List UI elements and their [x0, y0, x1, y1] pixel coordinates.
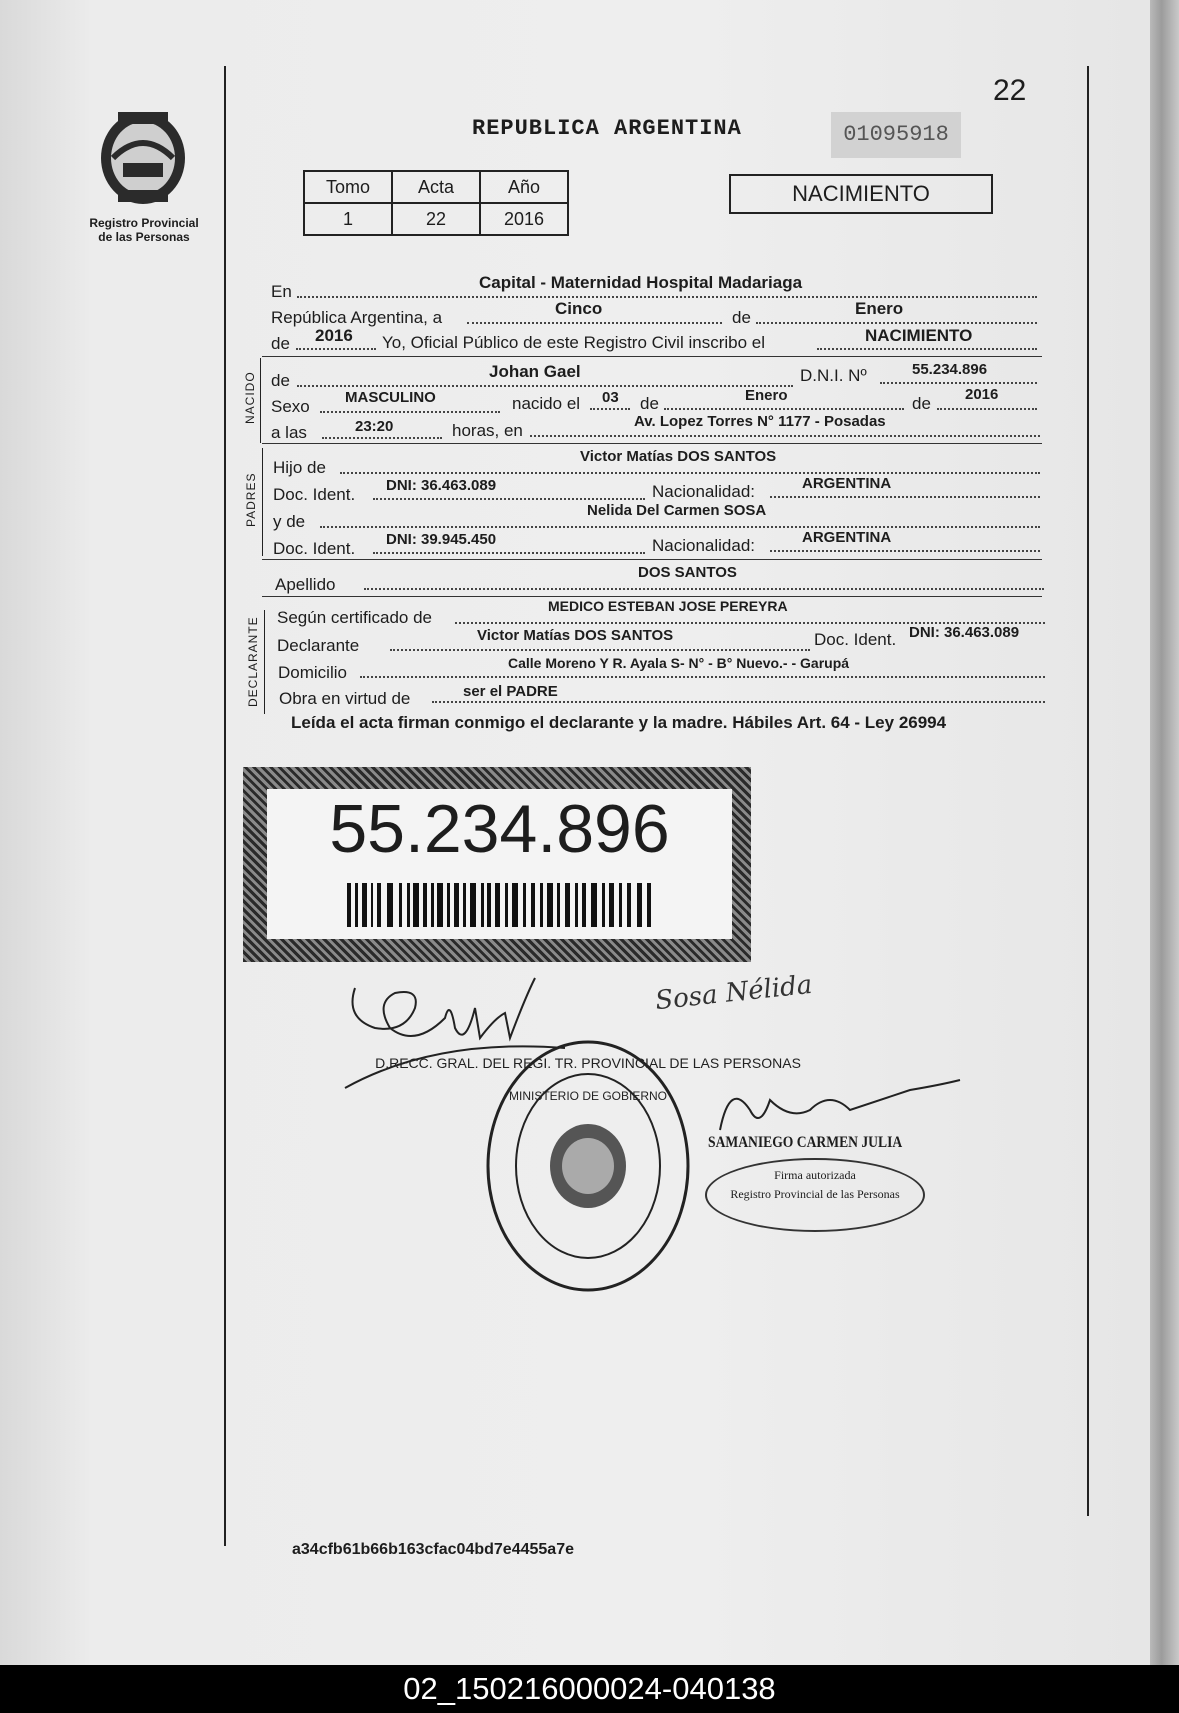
birth-month: Enero — [745, 387, 788, 404]
left-margin-line — [224, 66, 226, 1546]
official-stamp-line2: Registro Provincial de las Personas — [730, 1187, 900, 1201]
page-number: 22 — [993, 74, 1027, 107]
de-label: de — [732, 308, 751, 327]
declarante-label: Declarante — [277, 636, 360, 655]
footer-id-bar — [0, 1665, 1179, 1713]
record-header-acta: Acta — [392, 171, 480, 203]
doc-ident-label: Doc. Ident. — [814, 630, 897, 649]
birth-place: Av. Lopez Torres N° 1177 - Posadas — [634, 413, 886, 430]
registry-caption-line1: Registro Provincial — [89, 216, 199, 230]
certificado-label: Según certificado de — [277, 608, 432, 627]
declarante-section-label: DECLARANTE — [246, 616, 260, 707]
nacido-de-label: de — [271, 371, 290, 390]
de-label: de — [271, 334, 290, 353]
obra-label: Obra en virtud de — [279, 689, 411, 708]
declarante-bracket — [264, 610, 265, 714]
document-hash: a34cfb61b66b163cfac04bd7e4455a7e — [292, 1541, 574, 1558]
dotted-line — [467, 322, 722, 324]
mother-name: Nelida Del Carmen SOSA — [587, 502, 767, 519]
a-las-label: a las — [271, 423, 307, 442]
page-edge — [1150, 0, 1179, 1665]
declarant-address: Calle Moreno Y R. Ayala S- N° - B° Nuevo.- - Garupá — [508, 655, 850, 671]
horas-label: horas, en — [452, 421, 523, 440]
seal-outer-text: D.RECC. GRAL. DEL REGI. TR. PROVINCIAL DE LAS PERSONAS — [375, 1055, 801, 1071]
hijo-de-label: Hijo de — [273, 458, 326, 477]
declarant-doc: DNI: 36.463.089 — [909, 624, 1020, 641]
seal-inner-text: MINISTERIO DE GOBIERNO — [508, 1089, 668, 1103]
birth-time: 23:20 — [355, 418, 394, 435]
doc-ident-label: Doc. Ident. — [273, 539, 356, 558]
section-rule — [262, 596, 1042, 597]
en-label: En — [271, 282, 292, 301]
dotted-line — [390, 649, 810, 651]
dotted-line — [817, 348, 1037, 350]
mother-nationality: ARGENTINA — [802, 529, 892, 546]
declarant-role: ser el PADRE — [463, 683, 558, 700]
declarant-name: Victor Matías DOS SANTOS — [477, 627, 674, 644]
de-label: de — [640, 394, 659, 413]
dotted-line — [364, 588, 1044, 590]
padres-section-label: PADRES — [244, 472, 258, 527]
record-header-anio: Año — [480, 171, 568, 203]
dni-sticker-label — [267, 789, 732, 939]
dotted-line — [530, 435, 1040, 437]
dotted-line — [937, 408, 1037, 410]
day-in-words: Cinco — [555, 299, 603, 318]
registration-place: Capital - Maternidad Hospital Madariaga — [479, 273, 803, 292]
dotted-line — [320, 411, 500, 413]
doc-ident-label: Doc. Ident. — [273, 485, 356, 504]
official-signature — [710, 1060, 970, 1140]
dotted-line — [770, 496, 1040, 498]
mother-handwritten-signature: Sosa Nélida — [653, 969, 814, 1017]
dotted-line — [297, 385, 793, 387]
document-type-box: NACIMIENTO — [729, 174, 993, 214]
nacionalidad-label: Nacionalidad: — [652, 536, 756, 555]
month: Enero — [855, 299, 904, 318]
republica-label: República Argentina, a — [271, 308, 443, 327]
apellido-label: Apellido — [275, 575, 336, 594]
sexo-label: Sexo — [271, 397, 310, 416]
serial-number: 01095918 — [831, 112, 961, 158]
dotted-line — [373, 552, 645, 554]
nacido-bracket — [260, 358, 261, 443]
registry-caption — [74, 216, 214, 244]
official-seal — [375, 1038, 801, 1294]
dotted-line — [756, 322, 1037, 324]
record-value-anio: 2016 — [480, 203, 568, 235]
official-stamp-line1: Firma autorizada — [774, 1168, 856, 1182]
nacionalidad-label: Nacionalidad: — [652, 482, 756, 501]
provincial-seal-logo — [88, 108, 198, 208]
certificate-issuer: MEDICO ESTEBAN JOSE PEREYRA — [548, 598, 788, 614]
dotted-line — [297, 296, 1037, 298]
padres-bracket — [262, 448, 263, 556]
dotted-line — [340, 472, 1040, 474]
birth-day: 03 — [602, 389, 619, 406]
dotted-line — [373, 498, 645, 500]
father-nationality: ARGENTINA — [802, 475, 892, 492]
official-stamp — [705, 1158, 925, 1232]
record-header-tomo: Tomo — [304, 171, 392, 203]
registry-caption-line2: de las Personas — [98, 230, 190, 244]
mother-doc: DNI: 39.945.450 — [386, 531, 497, 548]
de-label: de — [912, 394, 931, 413]
oficial-text: Yo, Oficial Público de este Registro Civil inscribo el — [382, 333, 765, 352]
domicilio-label: Domicilio — [278, 663, 347, 682]
event-type: NACIMIENTO — [865, 326, 973, 345]
dotted-line — [360, 676, 1045, 678]
barcode — [347, 883, 657, 927]
dotted-line — [590, 408, 630, 410]
child-sex: MASCULINO — [345, 389, 436, 406]
section-rule — [262, 559, 1042, 560]
right-margin-line — [1087, 66, 1089, 1516]
year: 2016 — [315, 326, 353, 345]
father-doc: DNI: 36.463.089 — [386, 477, 497, 494]
dotted-line — [880, 382, 1037, 384]
y-de-label: y de — [273, 512, 306, 531]
dotted-line — [664, 408, 904, 410]
record-table — [303, 170, 569, 236]
surname: DOS SANTOS — [638, 564, 737, 581]
father-name: Victor Matías DOS SANTOS — [580, 448, 777, 465]
dotted-line — [296, 348, 376, 350]
nacido-el-label: nacido el — [512, 394, 581, 413]
child-name: Johan Gael — [489, 362, 581, 381]
country-title: REPUBLICA ARGENTINA — [472, 116, 742, 141]
dotted-line — [770, 550, 1040, 552]
dotted-line — [322, 437, 442, 439]
section-rule — [262, 443, 1042, 444]
footer-id: 02_150216000024-040138 — [403, 1671, 776, 1706]
section-rule — [262, 356, 1042, 357]
dotted-line — [320, 526, 1040, 528]
official-name: SAMANIEGO CARMEN JULIA — [708, 1134, 903, 1151]
dni-sticker — [243, 767, 751, 962]
child-dni: 55.234.896 — [912, 361, 988, 378]
nacido-section-label: NACIDO — [243, 371, 257, 424]
dotted-line — [432, 701, 1045, 703]
birth-year: 2016 — [965, 386, 999, 403]
closing-statement: Leída el acta firman conmigo el declarante y la madre. Hábiles Art. 64 - Ley 26994 — [291, 713, 947, 732]
record-value-acta: 22 — [392, 203, 480, 235]
dni-label: D.N.I. Nº — [800, 366, 867, 385]
record-value-tomo: 1 — [304, 203, 392, 235]
dni-sticker-number: 55.234.896 — [329, 791, 670, 867]
